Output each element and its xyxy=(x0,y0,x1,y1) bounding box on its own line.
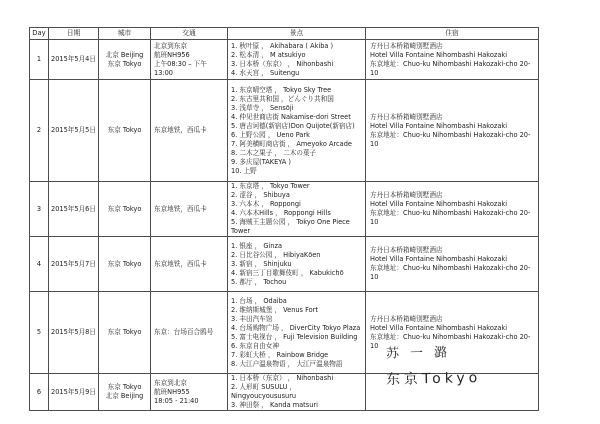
date-cell: 2015年5月7日 xyxy=(49,237,99,292)
hotel-cell: 方丹日本桥箱崎别墅酒店 Hotel Villa Fontaine Nihombashi Hakozaki 东京地址：Chuo-ku Nihombashi Hakozaki-cho 20-10 xyxy=(366,182,539,237)
header-row xyxy=(30,28,539,40)
table-row xyxy=(30,292,539,374)
table-row xyxy=(30,40,539,80)
handwritten-city-note: 东京Tokyo xyxy=(385,370,482,388)
date-cell: 2015年5月6日 xyxy=(49,182,99,237)
handwritten-signature: 苏一潞 xyxy=(385,345,459,362)
transport-cell: 东京到北京 航班NH955 18:05 - 21:40 xyxy=(151,374,228,411)
city-cell: 东京 Tokyo xyxy=(99,80,151,182)
transport-cell: 东京地铁，西瓜卡 xyxy=(151,80,228,182)
city-cell: 东京 Tokyo 北京 Beijing xyxy=(99,374,151,411)
attractions-cell: 1. 秋叶原 ， Akihabara ( Akiba ) 2. 松本清 ， M atsukiyo 3. 日本桥（东京） ， Nihonbashi 4. 水天宫 ， Suitengu xyxy=(228,40,366,80)
header-transport: 交通 xyxy=(151,28,228,40)
day-cell: 1 xyxy=(30,40,49,80)
transport-cell: 东京地铁，西瓜卡 xyxy=(151,237,228,292)
attractions-cell: 1. 日本桥（东京） ， Nihonbashi 2. 人形町 SUSULU ， Ningyoucyoususuru 3. 神田祭 ， Kanda matsuri xyxy=(228,374,366,411)
hotel-cell: 方丹日本桥箱崎别墅酒店 Hotel Villa Fontaine Nihombashi Hakozaki 东京地址：Chuo-ku Nihombashi Hakozaki-cho 20-10 xyxy=(366,80,539,182)
header-attractions: 景点 xyxy=(228,28,366,40)
attractions-cell: 1. 东京晴空塔 ， Tokyo Sky Tree 2. 东古里共和国 ，どんぐり共和国 3. 浅草寺 ， Sensōji 4. 仲见世商店街 Nakamise-dori Street 5. 唐吉诃德(新宿店)Don Quijote(新宿店) 6. 上野公园 ， Ueno Park 7. 阿美横町商店街 ， Ameyoko Arcade 8. 二木之果子 ， 二木の菓子 9. 多庆屋(TAKEYA ) 10. 上野 xyxy=(228,80,366,182)
header-day: Day xyxy=(30,28,49,40)
day-cell: 5 xyxy=(30,292,49,374)
hotel-cell: 方丹日本桥箱崎别墅酒店 Hotel Villa Fontaine Nihombashi Hakozaki 东京地址：Chuo-ku Nihombashi Hakozaki-cho 20-10 xyxy=(366,40,539,80)
date-cell: 2015年5月4日 xyxy=(49,40,99,80)
itinerary-table xyxy=(29,27,539,411)
date-cell: 2015年5月5日 xyxy=(49,80,99,182)
hotel-cell: 方丹日本桥箱崎别墅酒店 Hotel Villa Fontaine Nihombashi Hakozaki 东京地址：Chuo-ku Nihombashi Hakozaki-cho 20-10 xyxy=(366,292,539,374)
day-cell: 2 xyxy=(30,80,49,182)
day-cell: 6 xyxy=(30,374,49,411)
transport-cell: 东京地铁，西瓜卡 xyxy=(151,182,228,237)
attractions-cell: 1. 东京塔 ， Tokyo Tower 2. 涩谷 ， Shibuya 3. 六本木 ， Roppongi 4. 六本木Hills ， Roppongi Hills 5. 海贼王主题公园 ， Tokyo One Piece Tower xyxy=(228,182,366,237)
table-row xyxy=(30,237,539,292)
date-cell: 2015年5月8日 xyxy=(49,292,99,374)
day-cell: 4 xyxy=(30,237,49,292)
header-city: 城市 xyxy=(99,28,151,40)
attractions-cell: 1. 银座 ， Ginza 2. 日比谷公园 ， HibiyaKōen 3. 新宿 ， Shinjuku 4. 新宿三丁目歌舞伎町 ， Kabukichō 5. 都厅 ， Tochou xyxy=(228,237,366,292)
transport-cell: 东京：台场百合鸥号 xyxy=(151,292,228,374)
hotel-cell: 方丹日本桥箱崎别墅酒店 Hotel Villa Fontaine Nihombashi Hakozaki 东京地址：Chuo-ku Nihombashi Hakozaki-cho 20-10 xyxy=(366,237,539,292)
date-cell: 2015年5月9日 xyxy=(49,374,99,411)
city-cell: 北京 Beijing 东京 Tokyo xyxy=(99,40,151,80)
city-cell: 东京 Tokyo xyxy=(99,182,151,237)
header-hotel: 住宿 xyxy=(366,28,539,40)
attractions-cell: 1. 台场 ， Odaiba 2. 维纳斯城堡 ， Venus Fort 3. 丰田汽车馆 4. 台场购物广场 ， DiverCity Tokyo Plaza 5. 富士电视台 ， Fuji Television Building 6. 东京自由女神 7. 彩虹大桥 ， Rainbow Bridge 8. 大江户温泉物语 ， 大江戸温泉物語 xyxy=(228,292,366,374)
city-cell: 东京 Tokyo xyxy=(99,237,151,292)
city-cell: 东京 Tokyo xyxy=(99,292,151,374)
header-date: 日期 xyxy=(49,28,99,40)
day-cell: 3 xyxy=(30,182,49,237)
transport-cell: 北京到东京 航班NH956 上午08:30 – 下午13:00 xyxy=(151,40,228,80)
table-row xyxy=(30,80,539,182)
table-row xyxy=(30,182,539,237)
